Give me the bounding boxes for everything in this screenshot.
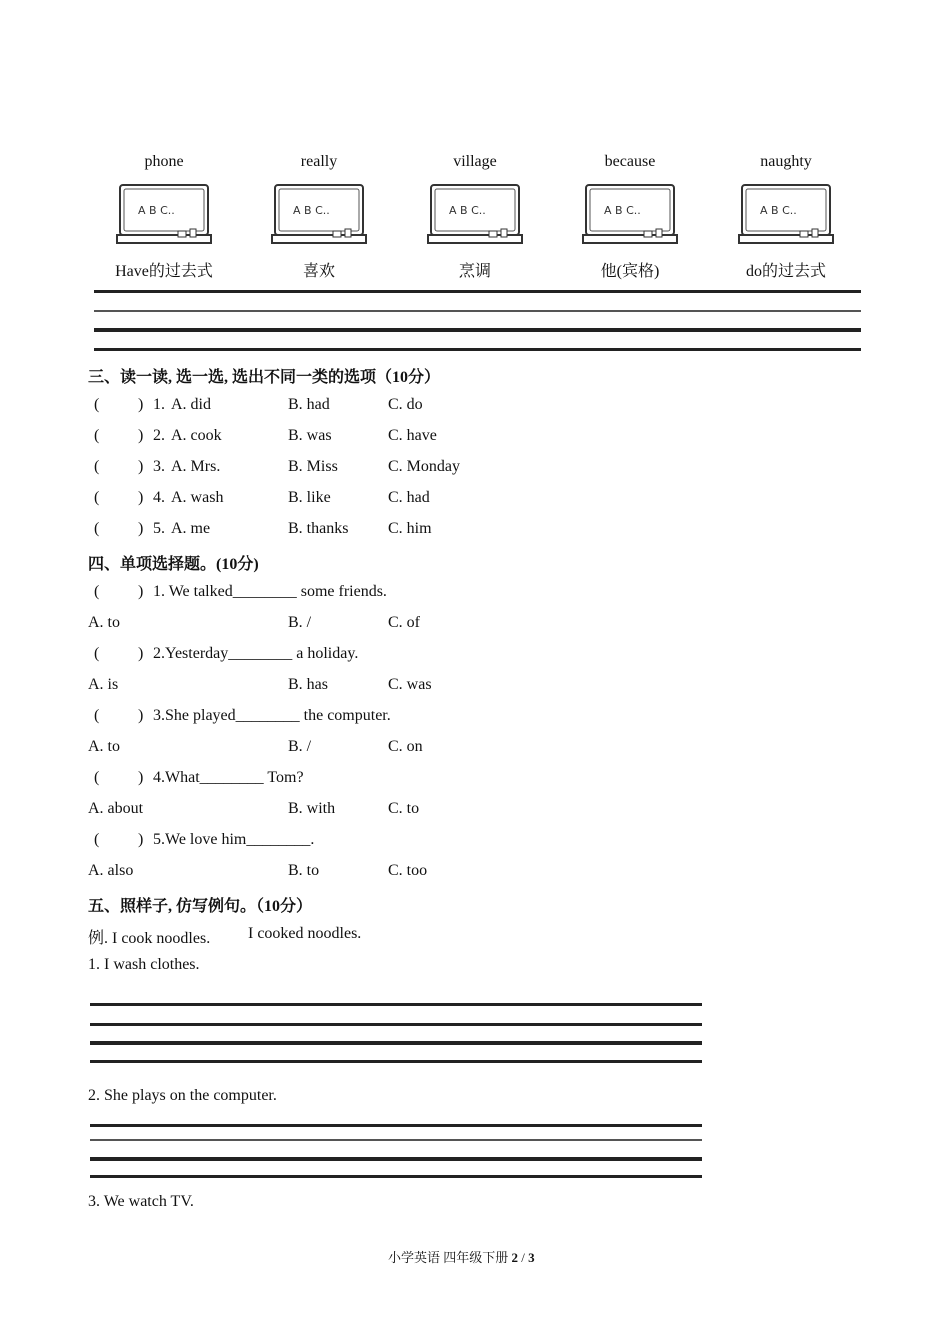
page-number: 2 <box>511 1250 519 1265</box>
vocab-meaning-4: 他(宾格) <box>600 263 660 280</box>
answer-paren-close: ) <box>138 645 144 662</box>
question-text: 3.She played________ the computer. <box>153 707 391 724</box>
option-c: C. have <box>388 427 437 444</box>
example-answer: I cooked noodles. <box>248 925 362 942</box>
svg-text:A B C..: A B C.. <box>449 204 486 217</box>
answer-paren-close: ) <box>138 458 144 475</box>
option-b: B. has <box>288 676 328 693</box>
blackboard-icon <box>427 183 523 249</box>
svg-text:A B C..: A B C.. <box>604 204 641 217</box>
writing-lines[interactable] <box>90 1124 702 1179</box>
answer-paren-open: ( <box>94 520 100 537</box>
vocab-word-1: phone <box>144 153 184 170</box>
answer-paren-open: ( <box>94 396 100 413</box>
blackboard-icon <box>116 183 212 249</box>
vocab-word-3: village <box>453 153 497 170</box>
svg-text:A B C..: A B C.. <box>138 204 175 217</box>
writing-lines[interactable] <box>90 1003 702 1063</box>
answer-paren-open: ( <box>94 769 100 786</box>
option-b: B. with <box>288 800 336 817</box>
question-text: 5.We love him________. <box>153 831 315 848</box>
exercise-prompt: 3. We watch TV. <box>88 1193 194 1210</box>
option-a: A. Mrs. <box>171 458 221 475</box>
option-b: B. / <box>288 738 312 755</box>
blackboard-icon <box>271 183 367 249</box>
option-b: B. Miss <box>288 458 338 475</box>
vocab-meaning-5: do的过去式 <box>745 263 826 280</box>
question-number: 2. <box>153 427 165 444</box>
question-number: 3. <box>153 458 165 475</box>
answer-paren-close: ) <box>138 520 144 537</box>
answer-paren-open: ( <box>94 458 100 475</box>
option-c: C. to <box>388 800 420 817</box>
page-total: 3 <box>528 1250 535 1265</box>
vocab-word-5: naughty <box>760 153 812 170</box>
option-c: C. him <box>388 520 432 537</box>
exercise-prompt: 2. She plays on the computer. <box>88 1087 277 1104</box>
answer-paren-close: ) <box>138 769 144 786</box>
question-number: 1. <box>153 396 165 413</box>
option-b: B. was <box>288 427 332 444</box>
answer-paren-open: ( <box>94 427 100 444</box>
answer-paren-open: ( <box>94 707 100 724</box>
option-a: A. to <box>88 738 120 755</box>
option-b: B. had <box>288 396 330 413</box>
option-c: C. do <box>388 396 423 413</box>
option-a: A. me <box>171 520 211 537</box>
vocab-meaning-3: 烹调 <box>458 263 491 280</box>
option-a: A. about <box>88 800 144 817</box>
answer-paren-open: ( <box>94 583 100 600</box>
option-a: A. is <box>88 676 119 693</box>
question-text: 1. We talked________ some friends. <box>153 583 387 600</box>
svg-text:A B C..: A B C.. <box>760 204 797 217</box>
footer-text: 小学英语 四年级下册 <box>388 1250 509 1265</box>
page-separator: / <box>521 1250 525 1265</box>
example-sentence: 例. I cook noodles. <box>88 930 211 947</box>
vocab-word-2: really <box>300 153 338 170</box>
answer-paren-open: ( <box>94 645 100 662</box>
question-text: 4.What________ Tom? <box>153 769 304 786</box>
option-a: A. cook <box>171 427 222 444</box>
vocab-meaning-1: Have的过去式 <box>115 263 213 280</box>
vocab-word-4: because <box>604 153 656 170</box>
answer-paren-close: ) <box>138 396 144 413</box>
page-footer <box>388 1247 535 1266</box>
vocab-meaning-2: 喜欢 <box>302 263 335 280</box>
svg-text:A B C..: A B C.. <box>293 204 330 217</box>
answer-paren-close: ) <box>138 707 144 724</box>
answer-paren-close: ) <box>138 427 144 444</box>
option-b: B. like <box>288 489 331 506</box>
option-b: B. to <box>288 862 320 879</box>
option-a: A. wash <box>171 489 224 506</box>
question-number: 5. <box>153 520 165 537</box>
option-b: B. thanks <box>288 520 349 537</box>
blackboard-icon <box>582 183 678 249</box>
option-a: A. also <box>88 862 134 879</box>
answer-paren-close: ) <box>138 489 144 506</box>
section4-title: 四、单项选择题。(10分) <box>88 556 259 573</box>
option-c: C. on <box>388 738 423 755</box>
option-c: C. too <box>388 862 428 879</box>
option-a: A. did <box>171 396 211 413</box>
option-c: C. Monday <box>388 458 460 475</box>
question-text: 2.Yesterday________ a holiday. <box>153 645 359 662</box>
section5-title: 五、照样子, 仿写例句。（10分） <box>88 898 313 915</box>
answer-paren-close: ) <box>138 583 144 600</box>
option-c: C. of <box>388 614 420 631</box>
option-c: C. had <box>388 489 430 506</box>
option-a: A. to <box>88 614 120 631</box>
writing-lines[interactable] <box>94 290 861 352</box>
question-number: 4. <box>153 489 165 506</box>
option-b: B. / <box>288 614 312 631</box>
answer-paren-close: ) <box>138 831 144 848</box>
section3-title: 三、读一读, 选一选, 选出不同一类的选项（10分） <box>88 369 441 386</box>
answer-paren-open: ( <box>94 489 100 506</box>
exercise-prompt: 1. I wash clothes. <box>88 956 200 973</box>
option-c: C. was <box>388 676 432 693</box>
blackboard-icon <box>738 183 834 249</box>
answer-paren-open: ( <box>94 831 100 848</box>
